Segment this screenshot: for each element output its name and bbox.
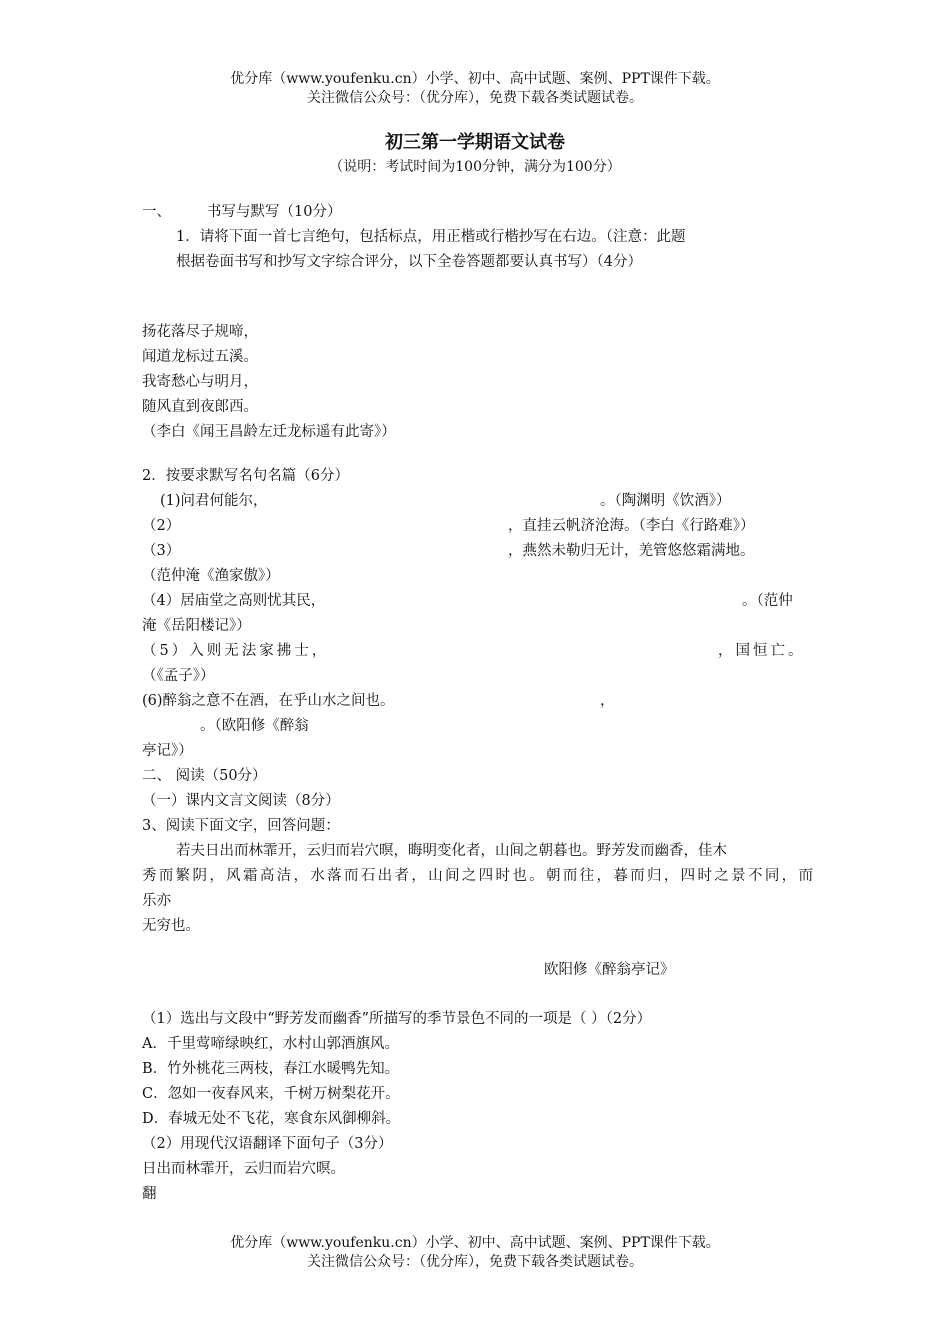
exam-instructions: （说明：考试时间为100分钟，满分为100分） [329,159,621,175]
q2-item-5-end: ，国恒亡。 [718,643,806,659]
passage-line-4: 无穷也。 [142,918,200,934]
subquestion-1: （1）选出与文段中“野芳发而幽香”所描写的季节景色不同的一项是（ ）（2分） [142,1011,652,1027]
q2-item-6-start: (6)醉翁之意不在酒，在乎山水之间也。 [142,693,395,709]
question-1-line-2: 根据卷面书写和抄写文字综合评分，以下全卷答题都要认真书写）（4分） [176,254,642,270]
question-3-prompt: 3、阅读下面文字，回答问题： [142,818,340,834]
page-title: 初三第一学期语文试卷 [385,132,565,153]
passage-line-1: 若夫日出而林霏开，云归而岩穴暝，晦明变化者，山间之朝暮也。野芳发而幽香，佳木 [176,843,727,859]
q2-item-5-start: （5）入则无法家拂士， [142,643,330,659]
q2-item-6-end: 。（欧阳修《醉翁 [200,718,309,734]
q2-item-3-source: （范仲淹《渔家傲》） [142,568,280,584]
q2-item-6-comma: ， [600,693,615,709]
question-2-heading: 2．按要求默写名句名篇（6分） [142,468,349,484]
subquestion-2-answer-start: 翻 [142,1186,157,1202]
q2-item-1-start: (1)问君何能尔， [160,493,268,509]
q2-item-4-source: 淹《岳阳楼记》） [142,618,251,634]
option-b: B．竹外桃花三两枝，春江水暖鸭先知。 [142,1061,400,1077]
subquestion-2-sentence: 日出而林霏开，云归而岩穴暝。 [142,1161,345,1177]
header-line-2: 关注微信公众号：（优分库），免费下载各类试题试卷。 [307,90,643,106]
passage-source: 欧阳修《醉翁亭记》 [544,962,675,978]
poem-line: 闻道龙标过五溪。 [142,349,258,365]
poem-source: （李白《闻王昌龄左迁龙标遥有此寄》） [142,424,396,440]
q2-item-3-end: ，燕然未勒归无计，羌管悠悠霜满地。 [508,543,755,559]
poem-line: 扬花落尽子规啼， [142,324,258,340]
q2-item-4-end: 。（范仲 [742,593,793,609]
subquestion-2: （2）用现代汉语翻译下面句子（3分） [142,1136,393,1152]
q2-item-2-start: （2） [142,518,181,534]
passage-line-3: 乐亦 [142,893,171,909]
q2-item-6-source: 亭记》） [142,743,193,759]
poem-line: 我寄愁心与明月， [142,374,258,390]
q2-item-3-start: （3） [142,543,181,559]
footer-line-1: 优分库（www.youfenku.cn）小学、初中、高中试题、案例、PPT课件下载。 [230,1235,720,1251]
q2-item-1-end: 。（陶渊明《饮酒》） [600,493,731,509]
header-line-1: 优分库（www.youfenku.cn）小学、初中、高中试题、案例、PPT课件下载。 [230,71,720,87]
question-1-line-1: 1．请将下面一首七言绝句，包括标点，用正楷或行楷抄写在右边。（注意：此题 [176,229,686,245]
option-d: D．春城无处不飞花，寒食东风御柳斜。 [142,1111,401,1127]
option-a: A．千里莺啼绿映红，水村山郭酒旗风。 [142,1036,399,1052]
q2-item-2-end: ，直挂云帆济沧海。（李白《行路难》） [508,518,755,534]
q2-item-5-source: （《孟子》） [142,668,215,684]
section-1-number: 一、 [142,204,171,220]
section-2-subheading: （一）课内文言文阅读（8分） [142,793,340,809]
option-c: C．忽如一夜春风来，千树万树梨花开。 [142,1086,400,1102]
section-1-heading: 书写与默写（10分） [207,204,342,220]
footer-line-2: 关注微信公众号：（优分库），免费下载各类试题试卷。 [307,1254,643,1270]
section-2-heading: 二、 阅读（50分） [142,768,267,784]
poem-line: 随风直到夜郎西。 [142,399,258,415]
q2-item-4-start: （4）居庙堂之高则忧其民， [142,593,326,609]
passage-line-2: 秀而繁阴，风霜高洁，水落而石出者，山间之四时也。朝而往，暮而归，四时之景不同，而 [142,868,813,884]
